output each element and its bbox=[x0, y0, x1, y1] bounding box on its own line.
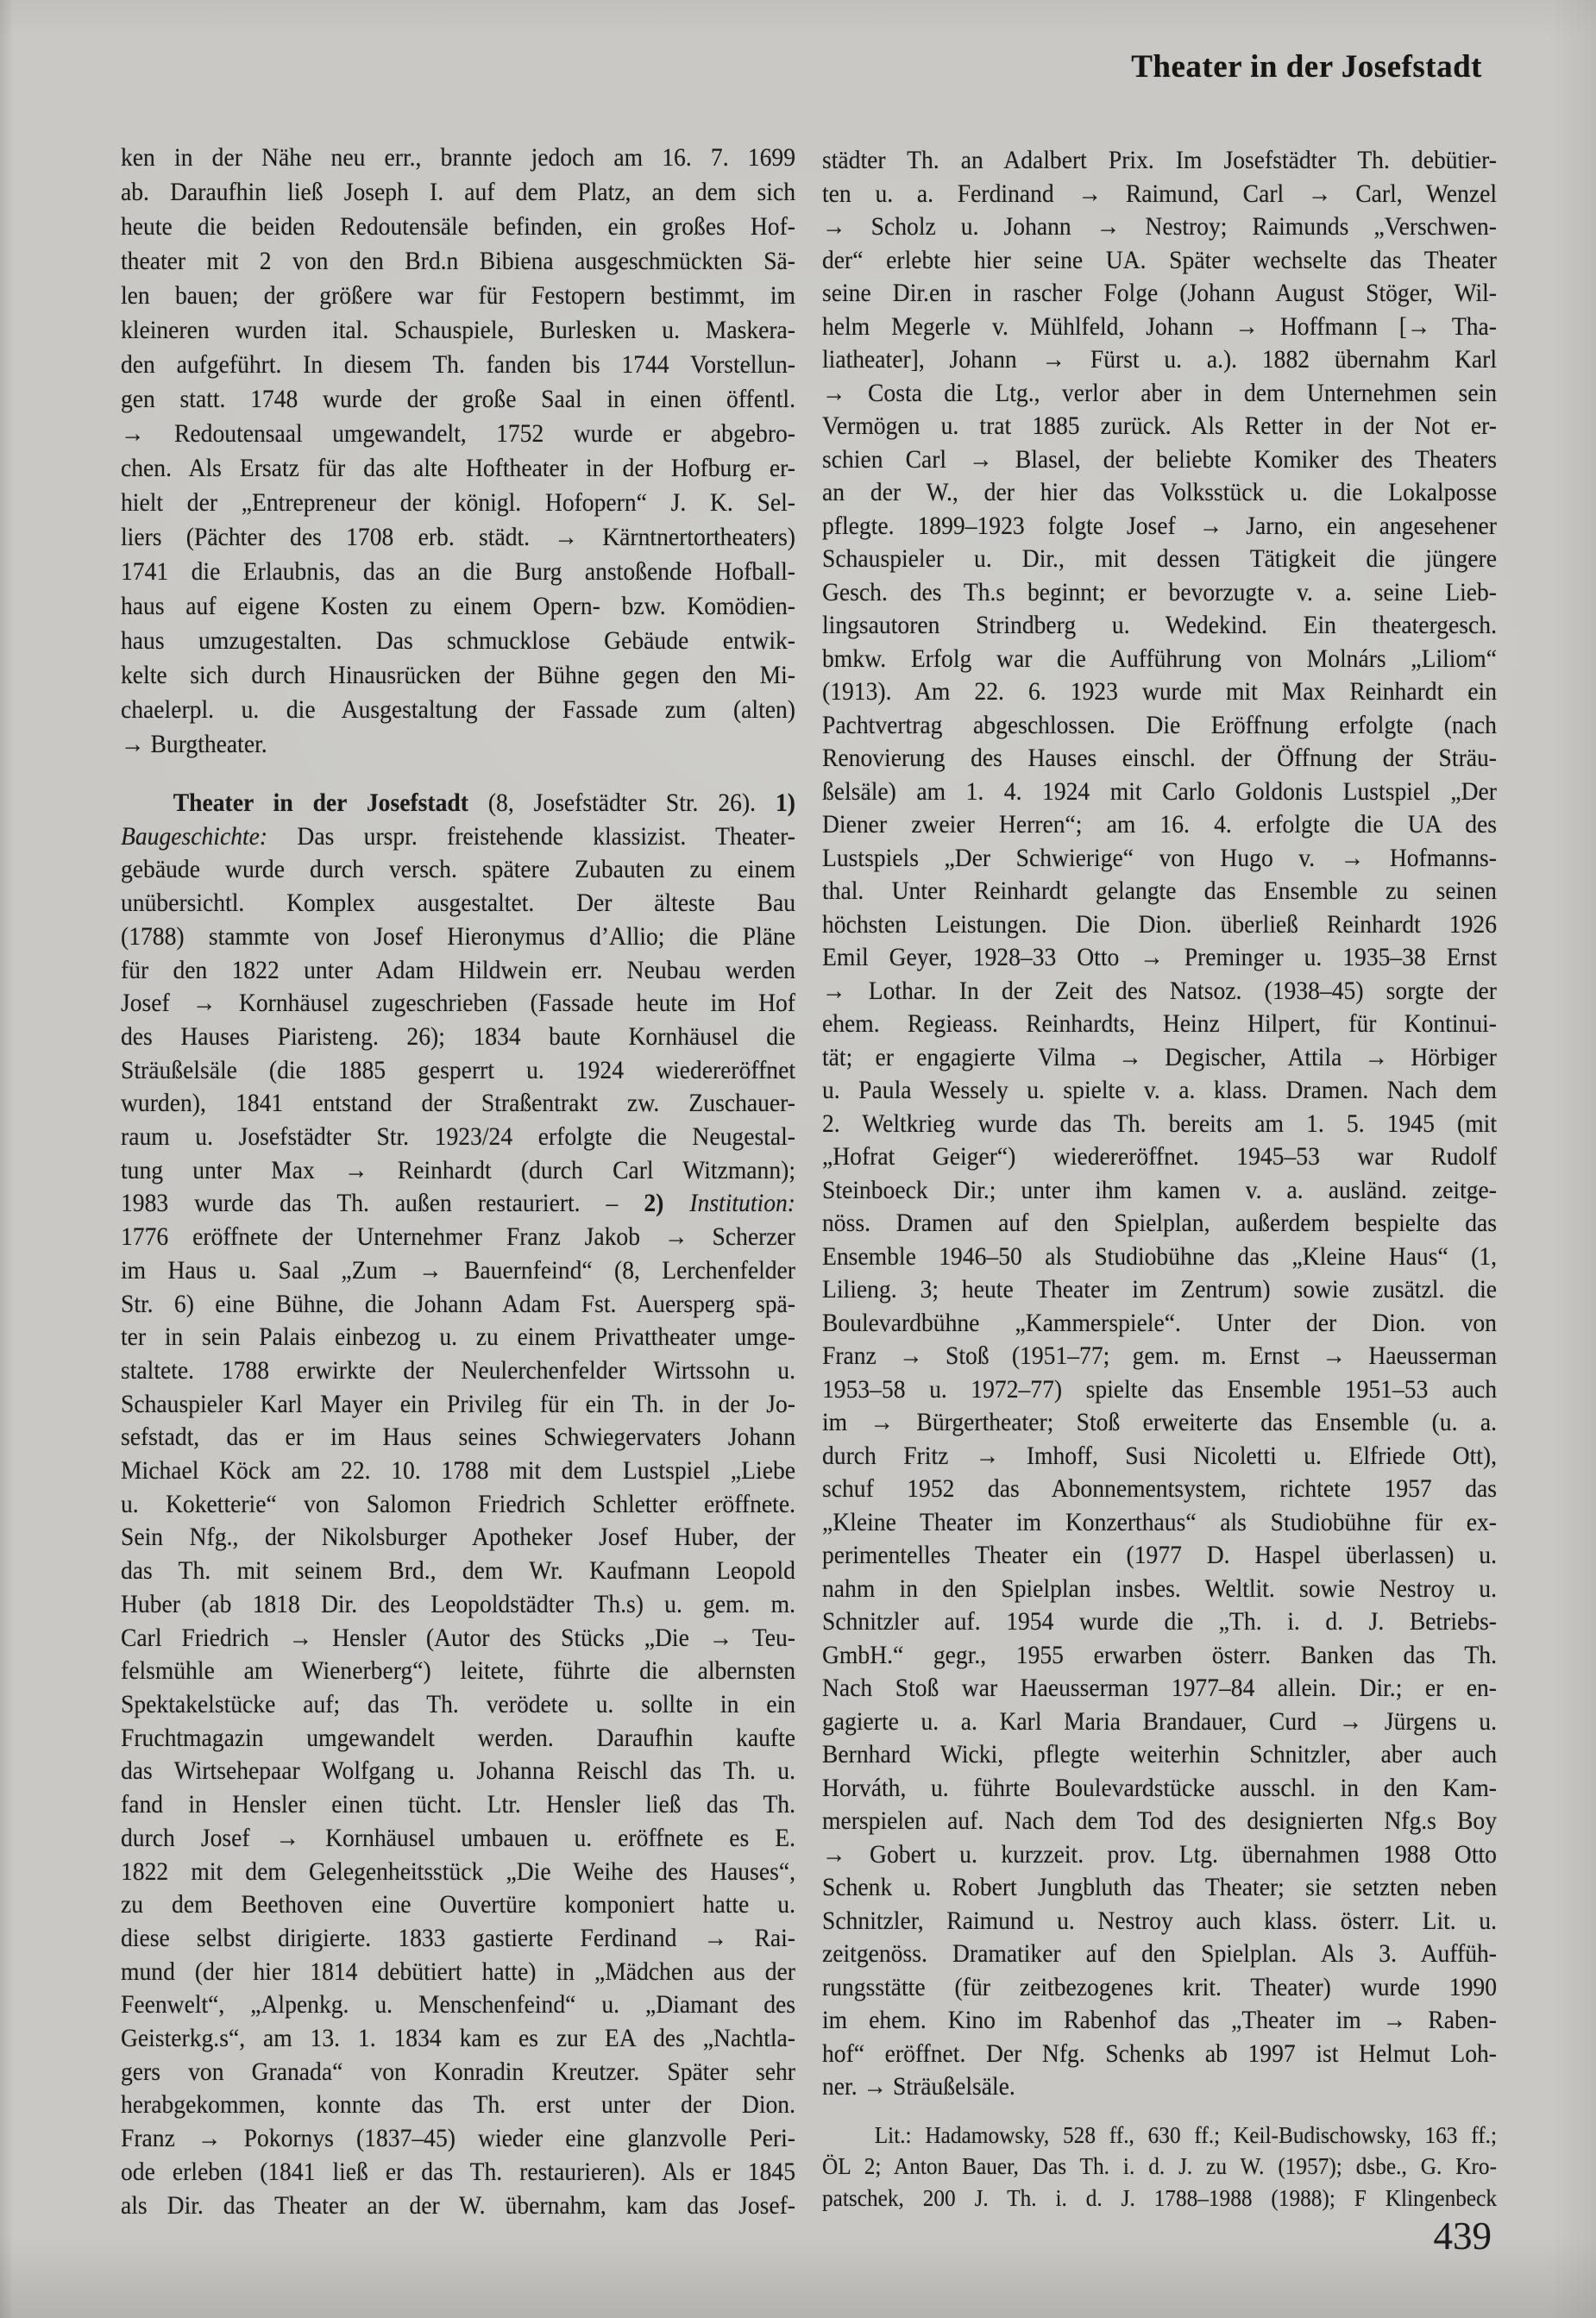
text-line bbox=[822, 709, 1497, 743]
text-line bbox=[121, 1121, 795, 1154]
text-line bbox=[121, 1655, 795, 1688]
text-line bbox=[822, 908, 1497, 942]
text-run: patschek, 200 J. Th. i. d. J. 1788–1988 (1988); F Klingenbeck bbox=[822, 2183, 1497, 2211]
text-line bbox=[121, 2156, 795, 2189]
text-run: das Th. mit seinem Brd., dem Wr. Kaufmann Leopold bbox=[121, 1556, 795, 1586]
text-line bbox=[121, 1354, 795, 1388]
text-run: gagierte u. a. Karl Maria Brandauer, Curd → Jürgens u. bbox=[822, 1706, 1497, 1736]
text-line bbox=[822, 1174, 1497, 1208]
text-run: wurden), 1841 entstand der Straßentrakt zw. Zuschauer- bbox=[121, 1089, 795, 1118]
text-line bbox=[121, 727, 795, 762]
text-line bbox=[822, 609, 1497, 643]
text-line bbox=[121, 1755, 795, 1788]
text-run: ode erleben (1841 ließ er das Th. restaurieren). Als er 1845 bbox=[121, 2157, 795, 2186]
text-line bbox=[822, 742, 1497, 776]
text-run: (8, Josefstädter Str. 26). bbox=[468, 788, 776, 817]
text-run: len bauen; der größere war für Festopern bestimmt, im bbox=[121, 281, 795, 310]
text-line bbox=[822, 1838, 1497, 1872]
text-line bbox=[121, 1956, 795, 1989]
text-run: liatheater], Johann → Fürst u. a.). 1882 übernahm Karl bbox=[822, 345, 1497, 374]
text-line bbox=[822, 443, 1497, 477]
text-line bbox=[822, 941, 1497, 975]
text-run: gebäude wurde durch versch. spätere Zubauten zu einem bbox=[121, 855, 795, 884]
text-run: das Wirtsehepaar Wolfgang u. Johanna Reischl das Th. u. bbox=[121, 1756, 795, 1786]
text-line bbox=[822, 311, 1497, 344]
text-run: Baugeschichte: bbox=[121, 821, 268, 851]
text-line bbox=[822, 510, 1497, 543]
text-line bbox=[822, 2183, 1497, 2214]
text-run: GmbH.“ gegr., 1955 erwarben österr. Banken das Th. bbox=[822, 1640, 1497, 1669]
paragraph-continuation-hoftheater bbox=[121, 141, 795, 762]
text-run: (1913). Am 22. 6. 1923 wurde mit Max Reinhardt ein bbox=[822, 677, 1497, 706]
text-line bbox=[822, 178, 1497, 211]
entry-continuation bbox=[822, 144, 1497, 2104]
text-line bbox=[822, 543, 1497, 576]
text-line bbox=[121, 279, 795, 313]
text-run: im → Bürgertheater; Stoß erweiterte das Ensemble (u. a. bbox=[822, 1408, 1497, 1436]
text-run: 1741 die Erlaubnis, das an die Burg anstoßende Hofball- bbox=[121, 557, 795, 586]
text-run: Boulevardbühne „Kammerspiele“. Unter der Dion. von bbox=[822, 1308, 1497, 1337]
text-line bbox=[822, 1207, 1497, 1241]
text-run: → Redoutensaal umgewandelt, 1752 wurde er abgebro- bbox=[121, 419, 795, 448]
text-line bbox=[822, 1639, 1497, 1673]
text-run: ehem. Regieass. Reinhardts, Heinz Hilpert, für Kontinui- bbox=[822, 1009, 1497, 1038]
text-line bbox=[822, 576, 1497, 610]
text-line bbox=[121, 1254, 795, 1288]
text-run: Gesch. des Th.s beginnt; er bevorzugte v. a. seine Lieb- bbox=[822, 577, 1497, 606]
text-run: mund (der hier 1814 debütiert hatte) in „Mädchen aus der bbox=[121, 1957, 795, 1986]
text-run: bmkw. Erfolg war die Aufführung von Molnárs „Liliom“ bbox=[822, 644, 1497, 673]
text-run: thal. Unter Reinhardt gelangte das Ensemble zu seinen bbox=[822, 876, 1497, 905]
text-line bbox=[121, 1388, 795, 1422]
text-line bbox=[121, 920, 795, 954]
text-line bbox=[822, 144, 1497, 178]
text-line bbox=[121, 2022, 795, 2056]
text-run: → Scholz u. Johann → Nestroy; Raimunds „Verschwen- bbox=[822, 212, 1497, 241]
text-run: fand in Hensler einen tücht. Ltr. Hensler ließ das Th. bbox=[121, 1790, 795, 1819]
text-run: → Gobert u. kurzzeit. prov. Ltg. übernahmen 1988 Otto bbox=[822, 1839, 1497, 1869]
text-run: sefstadt, das er im Haus seines Schwiegervaters Johann bbox=[121, 1423, 795, 1452]
text-run: chen. Als Ersatz für das alte Hoftheater in der Hofburg er- bbox=[121, 454, 795, 482]
text-line bbox=[121, 1054, 795, 1088]
text-run: heute die beiden Redoutensäle befinden, ein großes Hof- bbox=[121, 212, 795, 241]
text-run: Spektakelstücke auf; das Th. verödete u. sollte in ein bbox=[121, 1689, 795, 1718]
text-run: theater mit 2 von den Brd.n Bibiena ausgeschmückten Sä- bbox=[121, 247, 795, 275]
text-run: Pachtvertrag abgeschlossen. Die Eröffnung erfolgte (nach bbox=[822, 710, 1497, 739]
text-run: ÖL 2; Anton Bauer, Das Th. i. d. J. zu W. (1957); dsbe., G. Kro- bbox=[822, 2152, 1497, 2179]
text-run: hof“ eröffnet. Der Nfg. Schenks ab 1997 ist Helmut Loh- bbox=[822, 2038, 1497, 2068]
text-run: zu dem Beethoven eine Ouvertüre komponiert hatte u. bbox=[121, 1890, 795, 1919]
text-run: Schnitzler, Raimund u. Nestroy auch klass. österr. Lit. u. bbox=[822, 1906, 1497, 1935]
text-line bbox=[822, 1573, 1497, 1606]
text-line bbox=[822, 2120, 1497, 2152]
text-line bbox=[121, 555, 795, 589]
text-run: Franz → Stoß (1951–77; gem. m. Ernst → Haeusserman bbox=[822, 1341, 1497, 1370]
text-run: herabgekommen, konnte das Th. erst unter der Dion. bbox=[121, 2090, 795, 2120]
text-line bbox=[822, 643, 1497, 676]
text-line bbox=[822, 1772, 1497, 1806]
text-run: Horváth, u. führte Boulevardstücke ausschl. in den Kam- bbox=[822, 1773, 1497, 1802]
text-run: rungsstätte (für zeitbezogenes krit. Theater) wurde 1990 bbox=[822, 1972, 1497, 2001]
text-run: chaelerpl. u. die Ausgestaltung der Fassade zum (alten) bbox=[121, 695, 795, 724]
text-run: Josef → Kornhäusel zugeschrieben (Fassade heute im Hof bbox=[121, 989, 795, 1018]
text-line bbox=[822, 277, 1497, 311]
text-line bbox=[822, 244, 1497, 278]
text-run: Institution: bbox=[689, 1189, 795, 1218]
text-run: pflegte. 1899–1923 folgte Josef → Jarno, ein angesehener bbox=[822, 511, 1497, 540]
text-line bbox=[121, 2089, 795, 2122]
text-line bbox=[822, 343, 1497, 377]
text-run: (1788) stammte von Josef Hieronymus d’Allio; die Pläne bbox=[121, 921, 795, 951]
text-run: höchsten Leistungen. Die Dion. überließ Reinhardt 1926 bbox=[822, 909, 1497, 939]
text-run: felsmühle am Wienerberg“) leitete, führte die albernsten bbox=[121, 1656, 795, 1686]
text-run: ken in der Nähe neu err., brannte jedoch am 16. 7. 1699 bbox=[121, 143, 795, 172]
text-line bbox=[121, 887, 795, 920]
text-line bbox=[822, 1938, 1497, 1971]
text-line bbox=[822, 377, 1497, 411]
text-run: als Dir. das Theater an der W. übernahm, kam das Josef- bbox=[121, 2190, 795, 2220]
text-line bbox=[121, 693, 795, 727]
text-run: kleineren wurden ital. Schauspiele, Burlesken u. Maskera- bbox=[121, 316, 795, 344]
text-line bbox=[121, 1021, 795, 1054]
text-run: → Lothar. In der Zeit des Natsoz. (1938–45) sorgte der bbox=[822, 976, 1497, 1005]
literature-references bbox=[822, 2120, 1497, 2214]
text-line bbox=[121, 1688, 795, 1722]
text-line bbox=[121, 1488, 795, 1522]
text-run: im ehem. Kino im Rabenhof das „Theater im → Raben- bbox=[822, 2006, 1497, 2034]
text-line bbox=[121, 1087, 795, 1121]
text-line bbox=[121, 451, 795, 486]
text-line bbox=[822, 1605, 1497, 1639]
text-run: liers (Pächter des 1708 erb. städt. → Kärntnertortheaters) bbox=[121, 523, 795, 551]
text-line bbox=[121, 820, 795, 854]
text-run: lingsautoren Strindberg u. Wedekind. Ein theatergesch. bbox=[822, 611, 1497, 639]
text-run: seine Dir.en in rascher Folge (Johann August Stöger, Wil- bbox=[822, 279, 1497, 307]
text-line bbox=[822, 1473, 1497, 1506]
text-run: ßelsäle) am 1. 4. 1924 mit Carlo Goldonis Lustspiel „Der bbox=[822, 776, 1497, 806]
text-line bbox=[121, 589, 795, 624]
text-line bbox=[822, 1307, 1497, 1341]
text-run: städter Th. an Adalbert Prix. Im Josefstädter Th. debütier- bbox=[822, 146, 1497, 174]
text-line bbox=[121, 2189, 795, 2223]
text-run: Schnitzler auf. 1954 wurde die „Th. i. d. J. Betriebs- bbox=[822, 1607, 1497, 1636]
text-line bbox=[121, 244, 795, 279]
text-line bbox=[121, 210, 795, 244]
text-line bbox=[822, 210, 1497, 244]
text-run: Huber (ab 1818 Dir. des Leopoldstädter Th.s) u. gem. m. bbox=[121, 1589, 795, 1618]
text-line bbox=[822, 776, 1497, 809]
text-run: Sein Nfg., der Nikolsburger Apotheker Josef Huber, der bbox=[121, 1523, 795, 1552]
text-line bbox=[822, 1273, 1497, 1307]
text-run: hielt der „Entrepreneur der königl. Hofopern“ J. K. Sel- bbox=[121, 488, 795, 517]
text-line bbox=[822, 2038, 1497, 2071]
text-run: „Kleine Theater im Konzerthaus“ als Studiobühne für ex- bbox=[822, 1507, 1497, 1536]
text-line bbox=[822, 1074, 1497, 1108]
text-run: gen statt. 1748 wurde der große Saal in einen öffentl. bbox=[121, 385, 795, 413]
text-run: Das urspr. freistehende klassizist. Theater- bbox=[267, 821, 795, 851]
text-line bbox=[121, 1722, 795, 1756]
text-run: Diener zweier Herren“; am 16. 4. erfolgte die UA des bbox=[822, 810, 1497, 839]
text-run: u. Paula Wessely u. spielte v. a. klass. Dramen. Nach dem bbox=[822, 1076, 1497, 1104]
text-run: den aufgeführt. In diesem Th. fanden bis 1744 Vorstellun- bbox=[121, 350, 795, 379]
text-line bbox=[121, 1154, 795, 1188]
text-line bbox=[121, 787, 795, 820]
text-run: ab. Daraufhin ließ Joseph I. auf dem Platz, an dem sich bbox=[121, 178, 795, 206]
text-line bbox=[822, 1406, 1497, 1440]
entry-theater-in-der-josefstadt bbox=[121, 787, 795, 2222]
text-line bbox=[822, 842, 1497, 876]
text-line bbox=[121, 175, 795, 210]
text-run: Sträußelsäle (die 1885 gesperrt u. 1924 wiedereröffnet bbox=[121, 1055, 795, 1084]
text-run: 1822 mit dem Gelegenheitsstück „Die Weihe des Hauses“, bbox=[121, 1856, 795, 1886]
text-line bbox=[822, 1108, 1497, 1141]
text-line bbox=[121, 853, 795, 887]
text-run: haus auf eigene Kosten zu einem Opern- bzw. Komödien- bbox=[121, 592, 795, 620]
text-line bbox=[822, 1041, 1497, 1075]
text-line bbox=[121, 1922, 795, 1956]
text-line bbox=[822, 1805, 1497, 1838]
text-run: Str. 6) eine Bühne, die Johann Adam Fst. Auersperg spä- bbox=[121, 1289, 795, 1318]
text-run: Nach Stoß war Haeusserman 1977–84 allein. Dir.; er en- bbox=[822, 1674, 1497, 1702]
text-line bbox=[822, 2004, 1497, 2038]
text-line bbox=[822, 1241, 1497, 1274]
text-run: ten u. a. Ferdinand → Raimund, Carl → Carl, Wenzel bbox=[822, 179, 1497, 208]
text-line bbox=[822, 1440, 1497, 1473]
text-run: → Burgtheater. bbox=[121, 730, 267, 758]
text-run: zeitgenöss. Dramatiker auf den Spielplan. Als 3. Auffüh- bbox=[822, 1939, 1497, 1968]
text-run: 2) bbox=[644, 1189, 664, 1218]
text-line bbox=[121, 1421, 795, 1454]
text-run: durch Fritz → Imhoff, Susi Nicoletti u. Elfriede Ott), bbox=[822, 1441, 1497, 1470]
text-line bbox=[121, 1288, 795, 1322]
text-line bbox=[121, 954, 795, 988]
text-run: staltete. 1788 erwirkte der Neulerchenfelder Wirtssohn u. bbox=[121, 1355, 795, 1385]
entry-title: Theater in der Josefstadt bbox=[173, 788, 468, 817]
text-run: Feenwelt“, „Alpenkg. u. Menschenfeind“ u. „Diamant des bbox=[121, 1990, 795, 2020]
text-line bbox=[121, 658, 795, 693]
text-line bbox=[121, 486, 795, 520]
right-column bbox=[822, 144, 1497, 2214]
text-line bbox=[822, 2070, 1497, 2104]
text-run: merspielen auf. Nach dem Tod des designierten Nfg.s Boy bbox=[822, 1806, 1497, 1835]
text-run: nöss. Dramen auf den Spielplan, außerdem bespielte das bbox=[822, 1209, 1497, 1237]
text-run: Geisterkg.s“, am 13. 1. 1834 kam es zur EA des „Nachtla- bbox=[121, 2024, 795, 2053]
text-line bbox=[822, 808, 1497, 842]
text-line bbox=[121, 1888, 795, 1922]
text-run: der“ erlebte hier seine UA. Später wechselte das Theater bbox=[822, 245, 1497, 274]
text-run: im Haus u. Saal „Zum → Bauernfeind“ (8, Lerchenfelder bbox=[121, 1255, 795, 1285]
text-line bbox=[822, 1340, 1497, 1373]
text-line bbox=[121, 417, 795, 451]
text-run: Michael Köck am 22. 10. 1788 mit dem Lustspiel „Liebe bbox=[121, 1456, 795, 1486]
text-line bbox=[121, 520, 795, 555]
text-run: Lilieng. 3; heute Theater im Zentrum) sowie zusätzl. die bbox=[822, 1275, 1497, 1303]
text-run: 1953–58 u. 1972–77) spielte das Ensemble 1951–53 auch bbox=[822, 1374, 1497, 1404]
text-line bbox=[822, 1672, 1497, 1706]
text-run: des Hauses Piaristeng. 26); 1834 baute Kornhäusel die bbox=[121, 1021, 795, 1051]
text-run: perimentelles Theater ein (1977 D. Haspel überlassen) u. bbox=[822, 1541, 1497, 1569]
text-line bbox=[121, 1321, 795, 1354]
text-run: ner. → Sträußelsäle. bbox=[822, 2072, 1015, 2101]
text-line bbox=[822, 675, 1497, 709]
text-line bbox=[822, 1506, 1497, 1540]
text-line bbox=[822, 975, 1497, 1008]
text-line bbox=[121, 1622, 795, 1655]
text-line bbox=[121, 1588, 795, 1622]
text-line bbox=[822, 476, 1497, 510]
text-run: für den 1822 unter Adam Hildwein err. Neubau werden bbox=[121, 955, 795, 984]
text-run: durch Josef → Kornhäusel umbauen u. eröffnete es E. bbox=[121, 1823, 795, 1852]
text-run: Lit.: Hadamowsky, 528 ff., 630 ff.; Keil-Budischowsky, 163 ff.; bbox=[874, 2120, 1497, 2148]
text-run: Renovierung des Hauses einschl. der Öffnung der Sträu- bbox=[822, 744, 1497, 772]
text-run: Steinboeck Dir.; unter ihm kamen v. a. ausländ. zeitge- bbox=[822, 1175, 1497, 1204]
text-run: 1776 eröffnete der Unternehmer Franz Jakob → Scherzer bbox=[121, 1222, 795, 1252]
text-line bbox=[121, 1856, 795, 1889]
text-line bbox=[822, 2151, 1497, 2183]
text-run: gers von Granada“ von Konradin Kreutzer. Später sehr bbox=[121, 2057, 795, 2086]
text-line bbox=[121, 313, 795, 348]
text-run: 1983 wurde das Th. außen restauriert. – bbox=[121, 1189, 644, 1218]
text-run: tät; er engagierte Vilma → Degischer, Attila → Hörbiger bbox=[822, 1042, 1497, 1071]
text-run: Fruchtmagazin umgewandelt werden. Daraufhin kaufte bbox=[121, 1723, 795, 1752]
text-line bbox=[822, 1706, 1497, 1739]
text-run: schien Carl → Blasel, der beliebte Komiker des Theaters bbox=[822, 444, 1497, 474]
text-run: ter in sein Palais einbezog u. zu einem Privattheater umge- bbox=[121, 1322, 795, 1352]
text-run: 2. Weltkrieg wurde das Th. bereits am 1. 5. 1945 (mit bbox=[822, 1109, 1497, 1138]
text-line bbox=[121, 382, 795, 417]
text-run: kelte sich durch Hinausrücken der Bühne gegen den Mi- bbox=[121, 661, 795, 689]
text-line bbox=[121, 624, 795, 658]
text-run: raum u. Josefstädter Str. 1923/24 erfolgte die Neugestal- bbox=[121, 1122, 795, 1152]
text-run: Carl Friedrich → Hensler (Autor des Stücks „Die → Teu- bbox=[121, 1623, 795, 1652]
text-run: Emil Geyer, 1928–33 Otto → Preminger u. 1935–38 Ernst bbox=[822, 943, 1497, 971]
text-line bbox=[822, 1971, 1497, 2005]
page-number: 439 bbox=[1433, 2214, 1492, 2258]
text-run: Ensemble 1946–50 als Studiobühne das „Kleine Haus“ (1, bbox=[822, 1241, 1497, 1271]
text-line bbox=[121, 1187, 795, 1221]
text-run: tung unter Max → Reinhardt (durch Carl Witzmann); bbox=[121, 1155, 795, 1184]
text-run: nahm in den Spielplan insbes. Weltlit. sowie Nestroy u. bbox=[822, 1574, 1497, 1603]
text-line bbox=[822, 1871, 1497, 1905]
text-line bbox=[121, 1221, 795, 1254]
text-run bbox=[663, 1189, 689, 1217]
text-line bbox=[121, 141, 795, 175]
text-line bbox=[121, 987, 795, 1021]
text-line bbox=[822, 1738, 1497, 1772]
text-line bbox=[121, 1988, 795, 2022]
text-line bbox=[822, 875, 1497, 908]
text-line bbox=[822, 1373, 1497, 1407]
text-run: an der W., der hier das Volksstück u. die Lokalposse bbox=[822, 478, 1497, 506]
text-line bbox=[121, 1454, 795, 1488]
text-run: 1) bbox=[776, 788, 795, 817]
text-run: Lustspiels „Der Schwierige“ von Hugo v. → Hofmanns- bbox=[822, 843, 1497, 872]
text-run: „Hofrat Geiger“) wiedereröffnet. 1945–53 war Rudolf bbox=[822, 1142, 1497, 1171]
text-run: Bernhard Wicki, pflegte weiterhin Schnitzler, aber auch bbox=[822, 1740, 1497, 1768]
text-run: Schenk u. Robert Jungbluth das Theater; sie setzten neben bbox=[822, 1873, 1497, 1901]
text-line bbox=[121, 1788, 795, 1822]
text-line bbox=[822, 1539, 1497, 1573]
text-run: helm Megerle v. Mühlfeld, Johann → Hoffmann [→ Tha- bbox=[822, 311, 1497, 341]
text-line bbox=[822, 1905, 1497, 1938]
text-run: Schauspieler u. Dir., mit dessen Tätigkeit die jüngere bbox=[822, 544, 1497, 573]
text-line bbox=[822, 410, 1497, 443]
text-line bbox=[121, 2122, 795, 2156]
text-line bbox=[822, 1008, 1497, 1041]
left-column bbox=[121, 141, 795, 2222]
text-line bbox=[822, 1140, 1497, 1174]
text-run: diese selbst dirigierte. 1833 gastierte Ferdinand → Rai- bbox=[121, 1923, 795, 1952]
text-run: Franz → Pokornys (1837–45) wieder eine glanzvolle Peri- bbox=[121, 2124, 795, 2153]
text-line bbox=[121, 1822, 795, 1856]
text-line bbox=[121, 2056, 795, 2089]
text-run: unübersichtl. Komplex ausgestaltet. Der älteste Bau bbox=[121, 889, 795, 918]
text-run: schuf 1952 das Abonnementsystem, richtete 1957 das bbox=[822, 1474, 1497, 1503]
text-run: u. Koketterie“ von Salomon Friedrich Schletter eröffnete. bbox=[121, 1489, 795, 1518]
text-line bbox=[121, 348, 795, 382]
text-line bbox=[121, 1521, 795, 1555]
text-run: Schauspieler Karl Mayer ein Privileg für ein Th. in der Jo- bbox=[121, 1389, 795, 1418]
running-head: Theater in der Josefstadt bbox=[1131, 49, 1482, 85]
text-run: haus umzugestalten. Das schmucklose Gebäude entwik- bbox=[121, 626, 795, 655]
text-run: Vermögen u. trat 1885 zurück. Als Retter in der Not er- bbox=[822, 411, 1497, 440]
text-run: → Costa die Ltg., verlor aber in dem Unternehmen sein bbox=[822, 378, 1497, 407]
text-line bbox=[121, 1555, 795, 1588]
